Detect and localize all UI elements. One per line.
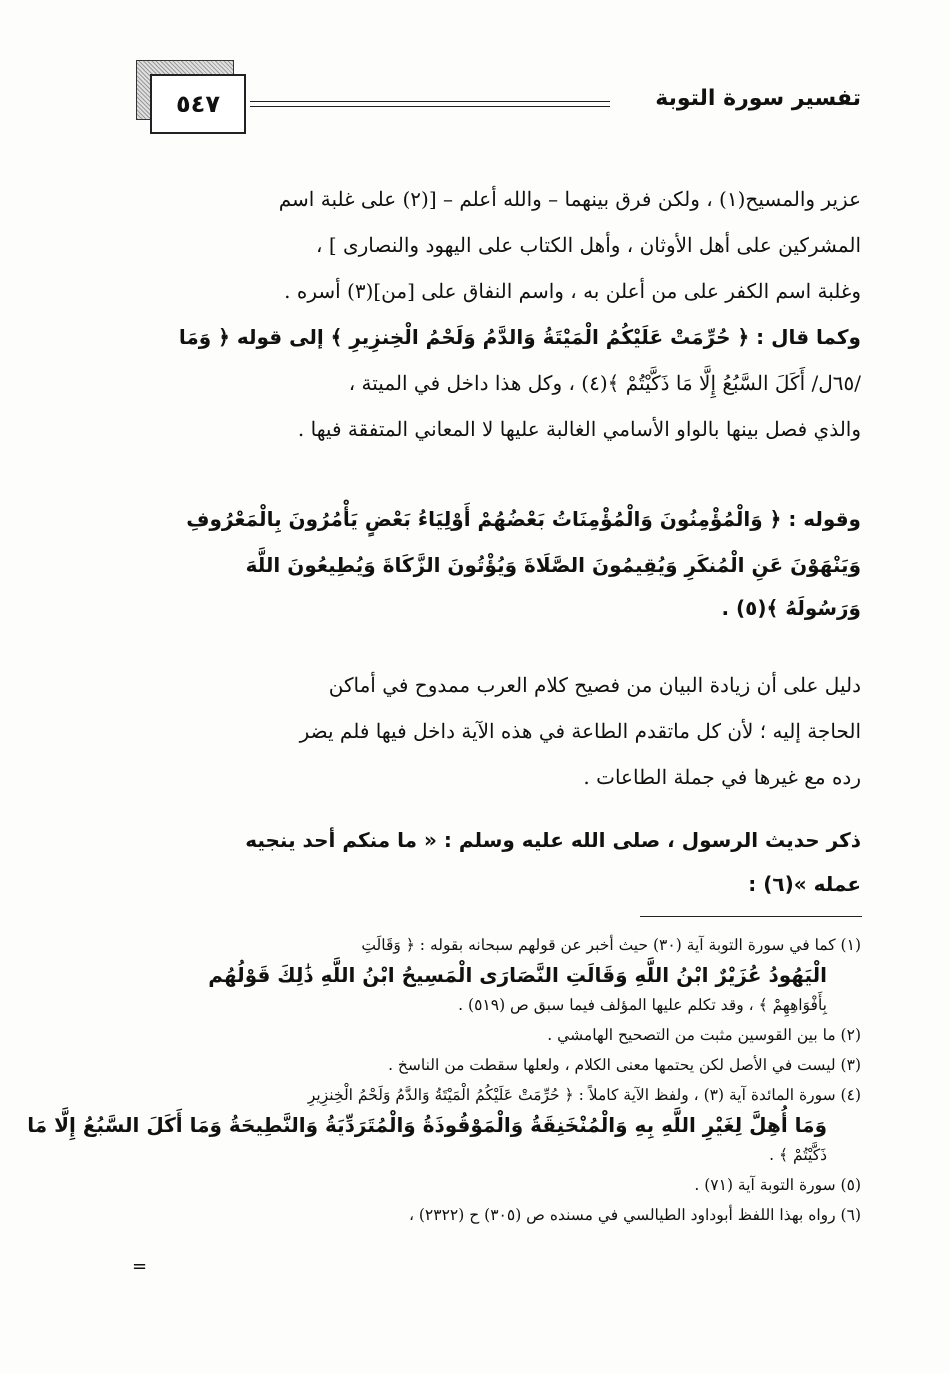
- footnote-line: الْيَهُودُ عُزَيْرٌ ابْنُ اللَّهِ وَقَالَتِ النَّصَارَى الْمَسِيحُ ابْنُ اللَّهِ ذَٰلِكَ قَوْلُهُم: [208, 963, 827, 987]
- footnote-1: [121, 930, 861, 1020]
- section-heading: [123, 818, 861, 906]
- body-paragraph-1: [123, 176, 861, 452]
- text-line: والذي فصل بينها بالواو الأسامي الغالبة عليها لا المعاني المتفقة فيها .: [297, 417, 861, 441]
- continuation-mark: =: [132, 1256, 148, 1277]
- header-rule: [250, 106, 610, 107]
- footnote-line: (٥) سورة التوبة آية (٧١) .: [694, 1176, 861, 1194]
- body-paragraph-2: [123, 496, 861, 628]
- running-header-title: تفسير سورة التوبة: [655, 86, 861, 111]
- text-line: وَيَنْهَوْنَ عَنِ الْمُنكَرِ وَيُقِيمُونَ الصَّلَاةَ وَيُؤْتُونَ الزَّكَاةَ وَيُطِيعُونَ اللَّهَ: [245, 553, 861, 577]
- footnote-line: ذَكَّيْتُمْ ﴾ .: [769, 1146, 827, 1164]
- page-number-box: [150, 74, 246, 134]
- body-paragraph-3: [123, 662, 861, 800]
- header-rule: [250, 101, 610, 102]
- text-line: وكما قال : ﴿ حُرِّمَتْ عَلَيْكُمُ الْمَيْتَةُ وَالدَّمُ وَلَحْمُ الْخِنزِيرِ ﴾ إلى قوله ﴿ وَمَا: [178, 325, 861, 349]
- footnote-2: [121, 1020, 861, 1050]
- footnotes: [27, 930, 861, 1230]
- text-line: وغلبة اسم الكفر على من أعلن به ، واسم النفاق على [من](٣) أسره .: [284, 279, 861, 303]
- footnote-5: [121, 1170, 861, 1200]
- footnote-line: وَمَا أُهِلَّ لِغَيْرِ اللَّهِ بِهِ وَالْمُنْخَنِقَةُ وَالْمَوْقُوذَةُ وَالْمُتَرَدِّيَةُ وَالنَّطِيحَةُ وَمَا أَكَلَ السَّبُعُ إِلَّا مَا: [27, 1113, 827, 1137]
- text-line: عزير والمسيح(١) ، ولكن فرق بينهما – والله أعلم – [(٢) على غلبة اسم: [278, 187, 861, 211]
- footnote-4: [27, 1080, 861, 1170]
- heading-line: عمله »(٦) :: [748, 872, 861, 896]
- text-line: المشركين على أهل الأوثان ، وأهل الكتاب على اليهود والنصارى ] ،: [316, 233, 861, 257]
- footnote-line: بِأَفْوَاهِهِمْ ﴾ ، وقد تكلم عليها المؤلف فيما سبق ص (٥١٩) .: [458, 996, 827, 1014]
- footnote-line: (٤) سورة المائدة آية (٣) ، ولفظ الآية كاملاً : ﴿ حُرِّمَتْ عَلَيْكُمُ الْمَيْتَةُ وَالدَّمُ وَلَحْمُ الْخِنزِيرِ: [307, 1086, 861, 1104]
- text-line: دليل على أن زيادة البيان من فصيح كلام العرب ممدوح في أماكن: [328, 673, 861, 697]
- footnote-line: (٦) رواه بهذا اللفظ أبوداود الطيالسي في مسنده ص (٣٠٥) ح (٢٣٢٢) ،: [408, 1206, 861, 1224]
- page-number: ٥٤٧: [176, 90, 220, 118]
- footnote-3: [121, 1050, 861, 1080]
- footnote-line: (٢) ما بين القوسين مثبت من التصحيح الهامشي .: [547, 1026, 861, 1044]
- text-line: /٦٥ل/ أَكَلَ السَّبُعُ إِلَّا مَا ذَكَّيْتُمْ ﴾(٤) ، وكل هذا داخل في الميتة ،: [348, 371, 861, 395]
- text-line: الحاجة إليه ؛ لأن كل ماتقدم الطاعة في هذه الآية داخل فيها فلم يضر: [299, 719, 861, 743]
- footnote-separator: [640, 916, 862, 917]
- footnote-6: [121, 1200, 861, 1230]
- text-line: وقوله : ﴿ وَالْمُؤْمِنُونَ وَالْمُؤْمِنَاتُ بَعْضُهُمْ أَوْلِيَاءُ بَعْضٍ يَأْمُرُونَ بِالْمَعْرُوفِ: [186, 507, 861, 531]
- text-line: رده مع غيرها في جملة الطاعات .: [583, 765, 861, 789]
- footnote-line: (١) كما في سورة التوبة آية (٣٠) حيث أخبر عن قولهم سبحانه بقوله : ﴿ وَقَالَتِ: [361, 936, 861, 954]
- text-line: وَرَسُولَهُ ﴾(٥) .: [721, 596, 861, 620]
- heading-line: ذكر حديث الرسول ، صلى الله عليه وسلم : « ما منكم أحد ينجيه: [245, 828, 861, 852]
- footnote-line: (٣) ليست في الأصل لكن يحتمها معنى الكلام ، ولعلها سقطت من الناسخ .: [388, 1056, 861, 1074]
